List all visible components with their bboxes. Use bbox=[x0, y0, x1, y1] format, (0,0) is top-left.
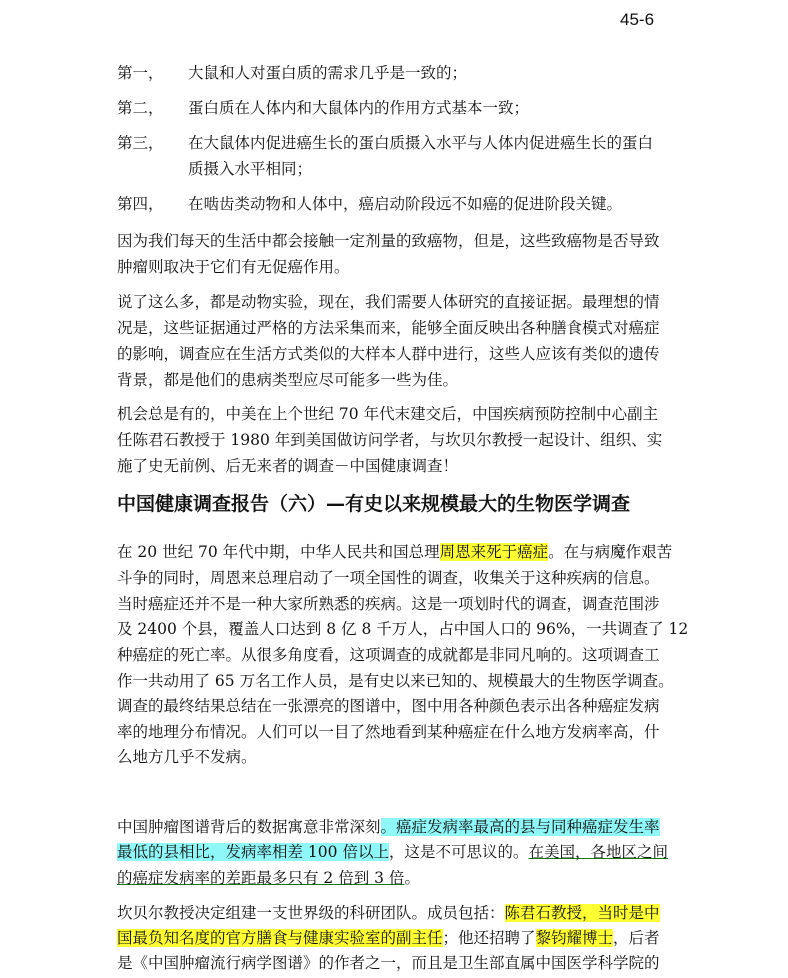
text-line: 说了这么多，都是动物实验，现在，我们需要人体研究的直接证据。最理想的情 bbox=[117, 293, 660, 311]
highlighted-text: 周恩来死于癌症 bbox=[439, 543, 549, 561]
list-item: 蛋白质在人体内和大鼠体内的作用方式基本一致； bbox=[188, 99, 530, 117]
text-line: 种癌症的死亡率。从很多角度看，这项调查的成就都是非同凡响的。这项调查工 bbox=[117, 646, 660, 664]
text-line bbox=[117, 866, 420, 888]
text-line bbox=[117, 540, 672, 562]
text-line: 况是，这些证据通过严格的方法采集而来，能够全面反映出各种膳食模式对癌症 bbox=[117, 319, 660, 337]
list-label: 第四， bbox=[117, 195, 164, 213]
highlighted-text: 黎钧耀博士 bbox=[535, 929, 614, 947]
text-run: ，后者 bbox=[613, 929, 660, 947]
text-line bbox=[117, 901, 660, 923]
text-line: 斗争的同时，周恩来总理启动了一项全国性的调查，收集关于这种疾病的信息。 bbox=[117, 569, 660, 587]
underlined-text: 在美国，各地区之间 bbox=[528, 843, 668, 861]
list-label: 第二， bbox=[117, 99, 164, 117]
text-run: ；他还招聘了 bbox=[442, 929, 536, 947]
underlined-text: 的癌症发病率的差距最多只有 2 倍到 3 倍 bbox=[117, 869, 405, 887]
text-line: 率的地理分布情况。人们可以一目了然地看到某种癌症在什么地方发病率高，什 bbox=[117, 723, 660, 741]
text-line: 任陈君石教授于 1980 年到美国做访问学者，与坎贝尔教授一起设计、组织、实 bbox=[117, 431, 663, 449]
text-line: 施了史无前例、后无来者的调查－中国健康调查！ bbox=[117, 457, 459, 475]
text-line bbox=[117, 815, 660, 837]
page-number: 45-6 bbox=[620, 10, 655, 29]
text-line: 作一共动用了 65 万名工作人员，是有史以来已知的、规模最大的生物医学调查。 bbox=[117, 672, 674, 690]
text-line bbox=[117, 926, 660, 948]
text-run: 坎贝尔教授决定组建一支世界级的科研团队。成员包括： bbox=[117, 904, 505, 922]
highlighted-text: 国最负知名度的官方膳食与健康实验室的副主任 bbox=[117, 929, 443, 947]
text-run: 。在与病魔作艰苦 bbox=[548, 543, 673, 561]
text-run: 。 bbox=[404, 869, 420, 887]
list-label: 第一， bbox=[117, 64, 164, 82]
text-line: 及 2400 个县，覆盖人口达到 8 亿 8 千万人，占中国人口的 96%，一共调查了 12 bbox=[117, 620, 689, 638]
text-line: 肿瘤则取决于它们有无促癌作用。 bbox=[117, 258, 350, 276]
highlighted-text: 陈君石教授，当时是中 bbox=[504, 904, 660, 922]
list-label: 第三， bbox=[117, 134, 164, 152]
list-item: 在啮齿类动物和人体中，癌启动阶段远不如癌的促进阶段关键。 bbox=[188, 195, 623, 213]
text-line: 的影响，调查应在生活方式类似的大样本人群中进行，这些人应该有类似的遗传 bbox=[117, 345, 660, 363]
text-run: 中国肿瘤图谱背后的数据寓意非常深刻 bbox=[117, 818, 381, 836]
text-line: 机会总是有的，中美在上个世纪 70 年代末建交后，中国疾病预防控制中心副主 bbox=[117, 405, 659, 423]
section-heading: 中国健康调查报告（六）—有史以来规模最大的生物医学调查 bbox=[117, 493, 631, 515]
text-line: 背景，都是他们的患病类型应尽可能多一些为佳。 bbox=[117, 371, 459, 389]
text-run: 在 20 世纪 70 年代中期，中华人民共和国总理 bbox=[117, 543, 440, 561]
list-item-continued: 质摄入水平相同； bbox=[188, 160, 313, 178]
highlighted-text: 最低的县相比，发病率相差 100 倍以上 bbox=[117, 843, 389, 861]
text-line bbox=[117, 840, 668, 862]
text-line: 因为我们每天的生活中都会接触一定剂量的致癌物，但是，这些致癌物是否导致 bbox=[117, 232, 660, 250]
text-line: 是《中国肿瘤流行病学图谱》的作者之一，而且是卫生部直属中国医学科学院的 bbox=[117, 954, 660, 972]
text-line: 当时癌症还并不是一种大家所熟悉的疾病。这是一项划时代的调查，调查范围涉 bbox=[117, 595, 660, 613]
highlighted-text: 。癌症发病率最高的县与同种癌症发生率 bbox=[380, 818, 660, 836]
list-item: 在大鼠体内促进癌生长的蛋白质摄入水平与人体内促进癌生长的蛋白 bbox=[188, 134, 654, 152]
list-item: 大鼠和人对蛋白质的需求几乎是一致的； bbox=[188, 64, 468, 82]
text-line: 调查的最终结果总结在一张漂亮的图谱中，图中用各种颜色表示出各种癌症发病 bbox=[117, 697, 660, 715]
text-run: ，这是不可思议的。 bbox=[388, 843, 529, 861]
text-line: 么地方几乎不发病。 bbox=[117, 748, 257, 766]
